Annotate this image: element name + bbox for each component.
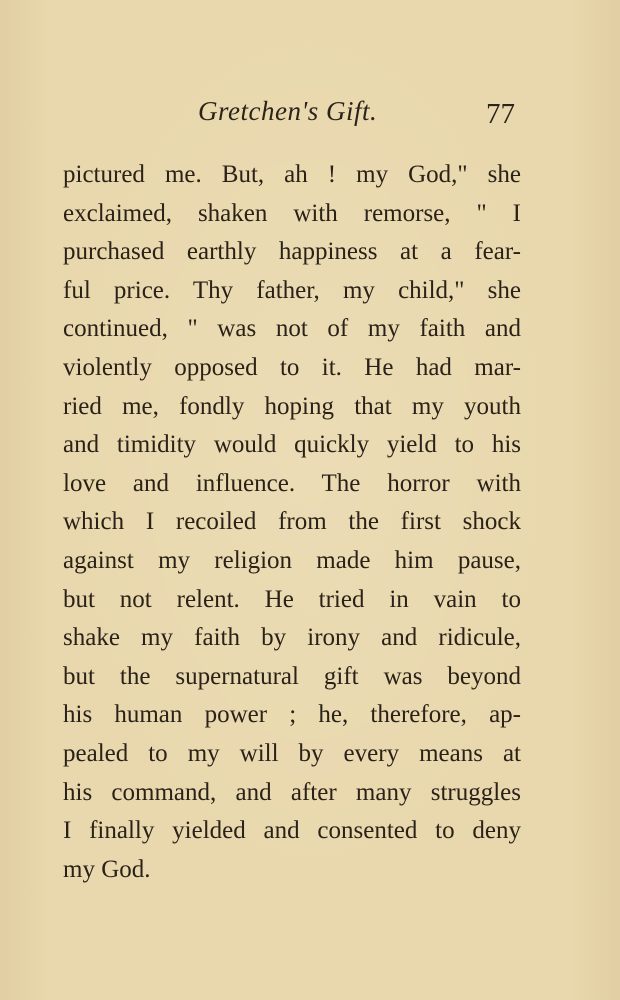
text-line: my God. bbox=[63, 855, 151, 883]
text-line: but not relent. He tried in vain to bbox=[63, 585, 521, 613]
text-line: purchased earthly happiness at a fear- bbox=[63, 238, 521, 266]
page-header bbox=[0, 96, 620, 136]
text-line: continued, " was not of my faith and bbox=[63, 315, 521, 343]
text-line: love and influence. The horror with bbox=[63, 469, 521, 497]
text-line: shake my faith by irony and ridicule, bbox=[63, 624, 521, 652]
body-text bbox=[63, 156, 521, 889]
text-line: I finally yielded and consented to deny bbox=[63, 817, 521, 845]
text-line: violently opposed to it. He had mar- bbox=[63, 353, 521, 381]
text-line: but the supernatural gift was beyond bbox=[63, 662, 521, 690]
text-line: against my religion made him pause, bbox=[63, 546, 521, 574]
text-line: pictured me. But, ah ! my God," she bbox=[63, 161, 521, 188]
running-title: Gretchen's Gift. bbox=[198, 96, 378, 126]
text-line: his command, and after many struggles bbox=[63, 778, 521, 806]
page-number: 77 bbox=[486, 98, 515, 130]
text-line: his human power ; he, therefore, ap- bbox=[63, 701, 521, 729]
text-line: ful price. Thy father, my child," she bbox=[63, 276, 521, 304]
text-line: ried me, fondly hoping that my youth bbox=[63, 392, 521, 420]
text-line: which I recoiled from the first shock bbox=[63, 508, 521, 536]
text-line: exclaimed, shaken with remorse, " I bbox=[63, 199, 521, 227]
text-line: and timidity would quickly yield to his bbox=[63, 431, 521, 459]
text-line: pealed to my will by every means at bbox=[63, 739, 521, 767]
